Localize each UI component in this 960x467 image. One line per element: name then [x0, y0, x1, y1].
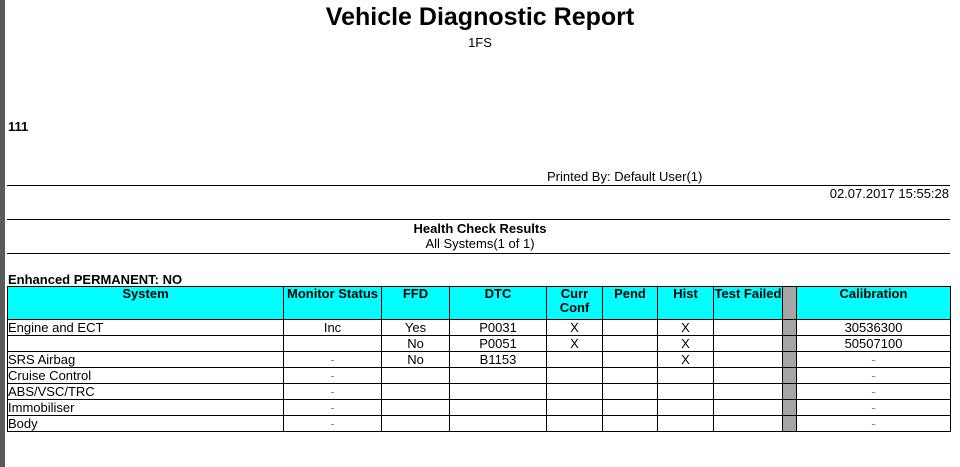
- cell-hist: [658, 416, 714, 432]
- divider: [7, 185, 950, 186]
- cell-ffd: [382, 384, 450, 400]
- cell-monitor-status: -: [284, 400, 382, 416]
- cell-monitor-status: [284, 336, 382, 352]
- cell-dtc: P0051: [450, 336, 547, 352]
- cell-dtc: [450, 400, 547, 416]
- cell-test-failed: [714, 400, 783, 416]
- cell-test-failed: [714, 384, 783, 400]
- header-ffd: FFD: [382, 287, 450, 320]
- report-datetime: 02.07.2017 15:55:28: [829, 186, 949, 201]
- table-row: [8, 336, 951, 352]
- cell-pend: [603, 400, 658, 416]
- cell-curr-conf: X: [547, 320, 603, 336]
- header-calibration: Calibration: [797, 287, 951, 320]
- table-row: [8, 400, 951, 416]
- cell-test-failed: [714, 368, 783, 384]
- cell-pend: [603, 384, 658, 400]
- health-check-subtitle: All Systems(1 of 1): [425, 236, 535, 251]
- cell-calibration: -: [797, 352, 951, 368]
- table-row: [8, 320, 951, 336]
- separator-cell: [783, 336, 797, 352]
- cell-hist: X: [658, 352, 714, 368]
- cell-ffd: No: [382, 352, 450, 368]
- cell-system: ABS/VSC/TRC: [8, 384, 284, 400]
- separator-cell: [783, 368, 797, 384]
- table-header-row: [8, 287, 951, 320]
- report-title: Vehicle Diagnostic Report: [325, 3, 635, 31]
- cell-dtc: [450, 368, 547, 384]
- cell-pend: [603, 320, 658, 336]
- cell-dtc: [450, 384, 547, 400]
- cell-test-failed: [714, 336, 783, 352]
- cell-pend: [603, 368, 658, 384]
- cell-test-failed: [714, 352, 783, 368]
- cell-system: SRS Airbag: [8, 352, 284, 368]
- cell-hist: [658, 384, 714, 400]
- cell-calibration: 30536300: [797, 320, 951, 336]
- header-monitor-status: Monitor Status: [284, 287, 382, 320]
- separator-cell: [783, 352, 797, 368]
- header-separator: [783, 287, 797, 320]
- cell-ffd: [382, 416, 450, 432]
- cell-system: Engine and ECT: [8, 320, 284, 336]
- cell-calibration: -: [797, 416, 951, 432]
- cell-hist: [658, 368, 714, 384]
- report-code: 111: [8, 119, 29, 134]
- cell-curr-conf: [547, 352, 603, 368]
- table-row: [8, 416, 951, 432]
- cell-test-failed: [714, 416, 783, 432]
- cell-pend: [603, 336, 658, 352]
- cell-ffd: [382, 400, 450, 416]
- cell-dtc: P0031: [450, 320, 547, 336]
- cell-curr-conf: [547, 368, 603, 384]
- table-body: [8, 320, 951, 432]
- cell-calibration: -: [797, 400, 951, 416]
- table-row: [8, 368, 951, 384]
- table-row: [8, 384, 951, 400]
- cell-ffd: No: [382, 336, 450, 352]
- separator-cell: [783, 416, 797, 432]
- cell-ffd: Yes: [382, 320, 450, 336]
- cell-hist: X: [658, 336, 714, 352]
- header-system: System: [8, 287, 284, 320]
- cell-calibration: 50507100: [797, 336, 951, 352]
- printed-by: Printed By: Default User(1): [547, 169, 703, 184]
- table-row: [8, 352, 951, 368]
- cell-monitor-status: -: [284, 352, 382, 368]
- header-dtc: DTC: [450, 287, 547, 320]
- separator-cell: [783, 320, 797, 336]
- cell-calibration: -: [797, 384, 951, 400]
- header-hist: Hist: [658, 287, 714, 320]
- cell-system: Body: [8, 416, 284, 432]
- cell-system: Cruise Control: [8, 368, 284, 384]
- divider: [7, 253, 950, 254]
- report-subtitle: 1FS: [468, 35, 492, 50]
- separator-cell: [783, 384, 797, 400]
- enhanced-label: Enhanced PERMANENT: NO: [8, 272, 183, 287]
- cell-calibration: -: [797, 368, 951, 384]
- cell-curr-conf: [547, 384, 603, 400]
- cell-system: Immobiliser: [8, 400, 284, 416]
- cell-monitor-status: -: [284, 384, 382, 400]
- cell-monitor-status: Inc: [284, 320, 382, 336]
- cell-test-failed: [714, 320, 783, 336]
- header-test-failed: Test Failed: [714, 287, 783, 320]
- cell-monitor-status: -: [284, 416, 382, 432]
- cell-system: [8, 336, 284, 352]
- cell-dtc: B1153: [450, 352, 547, 368]
- cell-dtc: [450, 416, 547, 432]
- results-table: [7, 286, 951, 432]
- cell-hist: [658, 400, 714, 416]
- separator-cell: [783, 400, 797, 416]
- divider: [7, 219, 950, 220]
- cell-pend: [603, 416, 658, 432]
- cell-curr-conf: X: [547, 336, 603, 352]
- cell-hist: X: [658, 320, 714, 336]
- health-check-title: Health Check Results: [413, 221, 547, 236]
- cell-curr-conf: [547, 400, 603, 416]
- header-pend: Pend: [603, 287, 658, 320]
- cell-curr-conf: [547, 416, 603, 432]
- header-curr-conf: Curr Conf: [547, 287, 603, 320]
- cell-pend: [603, 352, 658, 368]
- cell-monitor-status: -: [284, 368, 382, 384]
- cell-ffd: [382, 368, 450, 384]
